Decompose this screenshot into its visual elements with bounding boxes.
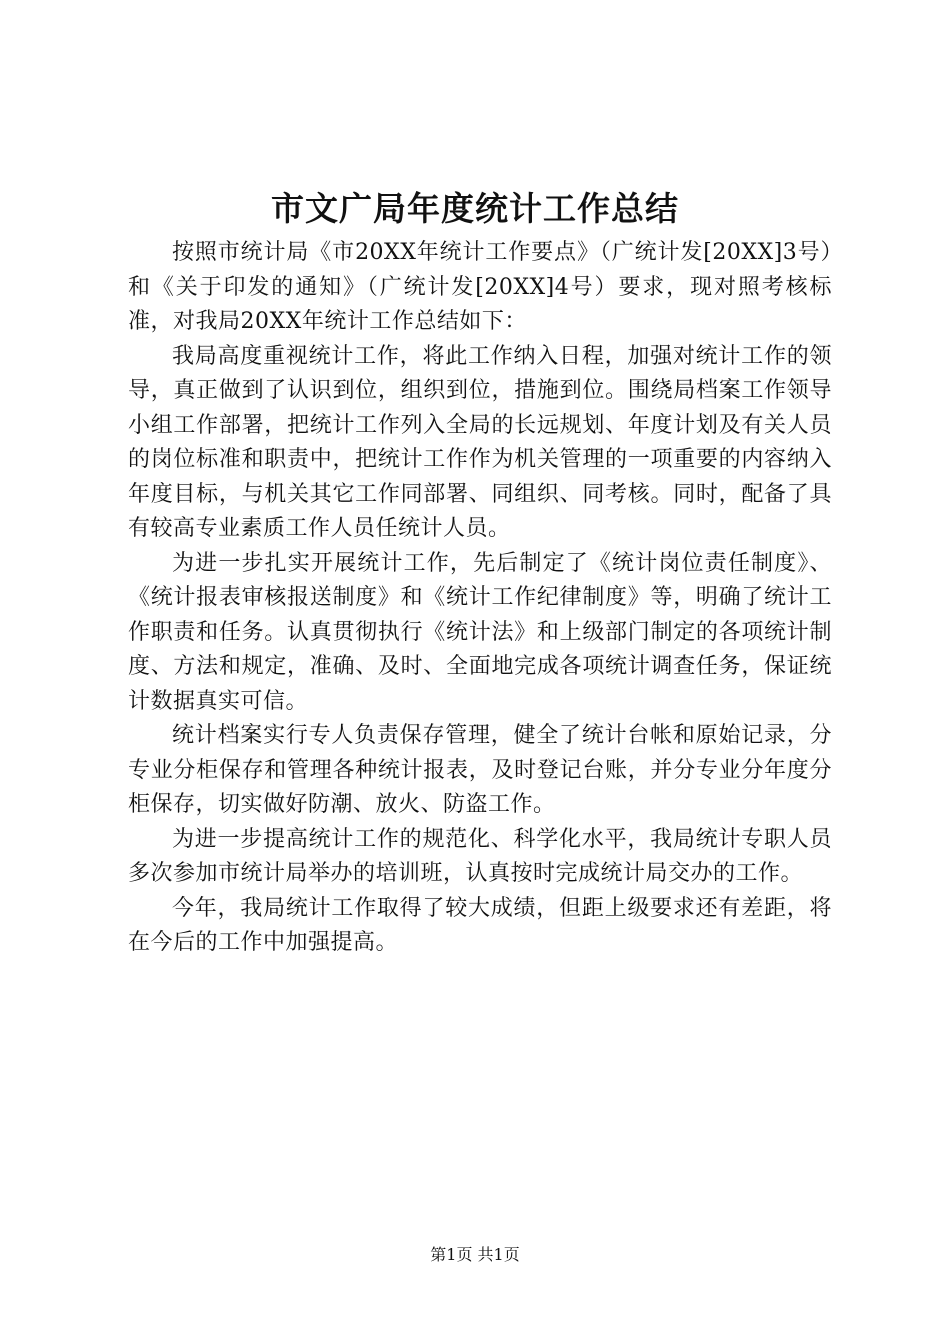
paragraph-intro: 按照市统计局《市20XX年统计工作要点》（广统计发[20XX]3号）和《关于印发的通知》（广统计发[20XX]4号）要求，现对照考核标准，对我局20XX年统计工作总结如下：	[128, 240, 832, 334]
paragraph-archives: 统计档案实行专人负责保存管理，健全了统计台帐和原始记录，分专业分柜保存和管理各种统计报表，及时登记台账，并分专业分年度分柜保存，切实做好防潮、放火、防盗工作。	[128, 723, 832, 817]
paragraph-regulations: 为进一步扎实开展统计工作，先后制定了《统计岗位责任制度》、《统计报表审核报送制度》和《统计工作纪律制度》等，明确了统计工作职责和任务。认真贯彻执行《统计法》和上级部门制定的各项统计制度、方法和规定，准确、及时、全面地完成各项统计调查任务，保证统计数据真实可信。	[128, 550, 832, 714]
paragraph-training: 为进一步提高统计工作的规范化、科学化水平，我局统计专职人员多次参加市统计局举办的培训班，认真按时完成统计局交办的工作。	[128, 826, 832, 886]
page-footer: 第1页 共1页	[430, 1245, 520, 1264]
paragraph-leadership: 我局高度重视统计工作，将此工作纳入日程，加强对统计工作的领导，真正做到了认识到位，组织到位，措施到位。围绕局档案工作领导小组工作部署，把统计工作列入全局的长远规划、年度计划及有关人员的岗位标准和职责中，把统计工作作为机关管理的一项重要的内容纳入年度目标，与机关其它工作同部署、同组织、同考核。同时，配备了具有较高专业素质工作人员任统计人员。	[128, 343, 832, 541]
document-body	[128, 236, 832, 961]
paragraph-conclusion: 今年，我局统计工作取得了较大成绩，但距上级要求还有差距，将在今后的工作中加强提高。	[128, 895, 832, 955]
document-title: 市文广局年度统计工作总结	[271, 189, 679, 228]
